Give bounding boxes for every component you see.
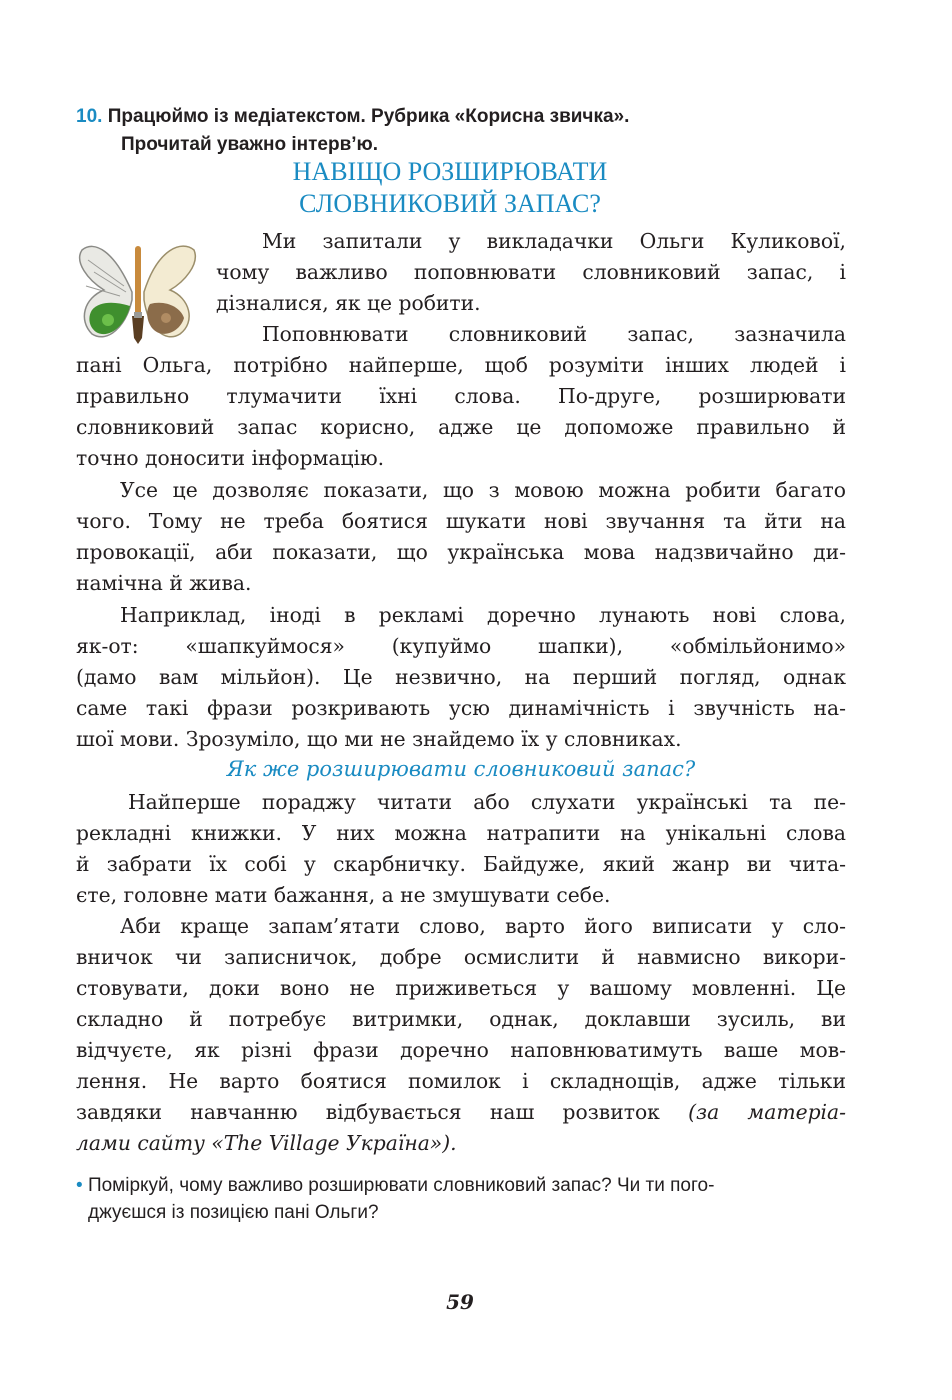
text-line: чому важливо поповнювати словниковий запас, і [216, 260, 846, 284]
text-line: єте, головне мати бажання, а не змушувати себе. [76, 883, 611, 907]
text-line: Найперше пораджу читати або слухати українські та пе- [128, 790, 846, 814]
bullet-icon: • [76, 1175, 83, 1196]
article-title [200, 156, 700, 220]
text-line: провокації, аби показати, що українська мова надзвичайно ди- [76, 540, 846, 564]
text-line: як-от: «шапкуймося» (купуймо шапки), «обмільйонимо» [76, 634, 846, 658]
page-number: 59 [446, 1290, 474, 1314]
task-line-2: Прочитай уважно інтерв’ю. [121, 134, 379, 155]
subheading: Як же розширювати словниковий запас? [226, 757, 696, 781]
source-note-line: лами сайту «The Village Україна»). [76, 1131, 457, 1155]
text-line: намічна й жива. [76, 571, 252, 595]
text-line: лення. Не варто боятися помилок і складнощів, адже тільки [76, 1069, 846, 1093]
task-line-1: Працюймо із медіатекстом. Рубрика «Корисна звичка». [107, 106, 630, 127]
paragraph-3 [76, 475, 846, 599]
task-number: 10. [76, 106, 103, 127]
question-line-2: джуєшся із позицією пані Ольги? [88, 1202, 379, 1223]
task-heading [76, 103, 876, 159]
text-line: Наприклад, іноді в рекламі доречно лунають нові слова, [120, 603, 846, 627]
text-line: дізналися, як це робити. [216, 291, 481, 315]
text-line: шої мови. Зрозуміло, що ми не знайдемо їх у словниках. [76, 727, 682, 751]
text-line: точно доносити інформацію. [76, 446, 385, 470]
text-line: пані Ольга, потрібно найперше, щоб розуміти інших людей і [76, 353, 846, 377]
text-line: правильно тлумачити їхні слова. По-друге, розширювати [76, 384, 846, 408]
text-line: Усе це дозволяє показати, що з мовою можна робити багато [120, 478, 846, 502]
text-line: Ми запитали у викладачки Ольги Куликової, [262, 229, 846, 253]
paragraph-intro [216, 226, 846, 319]
text-line: чого. Тому не треба боятися шукати нові звучання та йти на [76, 509, 846, 533]
text-line: складно й потребує витримки, однак, доклавши зусиль, ви [76, 1007, 846, 1031]
text-line: словниковий запас корисно, адже це допоможе правильно й [76, 415, 846, 439]
text-line: саме такі фрази розкривають усю динамічність і звучність на- [76, 696, 846, 720]
text-line: Аби краще запам’ятати слово, варто його виписати у сло- [120, 914, 846, 938]
text-line: відчуєте, як різні фрази доречно наповнюватимуть ваше мов- [76, 1038, 846, 1062]
text-line: рекладні книжки. У них можна натрапити на унікальні слова [76, 821, 846, 845]
question-line-1: Поміркуй, чому важливо розширювати словниковий запас? Чи ти пого- [87, 1175, 715, 1196]
reflection-question [76, 1172, 866, 1226]
text-line: й забрати їх собі у скарбничку. Байдуже, який жанр ви чита- [76, 852, 846, 876]
title-line-2: СЛОВНИКОВИЙ ЗАПАС? [299, 189, 601, 218]
paragraph-5 [76, 787, 846, 911]
source-note: (за матеріа- [688, 1100, 846, 1124]
text-line: (дамо вам мільйон). Це незвично, на перший погляд, однак [76, 665, 846, 689]
text-fragment: завдяки навчанню відбувається наш розвиток [76, 1100, 689, 1124]
text-line [76, 1097, 846, 1128]
text-line: вничок чи записничок, добре осмислити й навмисно викори- [76, 945, 846, 969]
title-line-1: НАВІЩО РОЗШИРЮВАТИ [292, 157, 608, 186]
text-line: Поповнювати словниковий запас, зазначила [262, 322, 846, 346]
paragraph-2 [76, 319, 846, 474]
paragraph-4 [76, 600, 846, 755]
text-line: стовувати, доки воно не приживеться у вашому мовленні. Це [76, 976, 846, 1000]
paragraph-6 [76, 911, 846, 1159]
